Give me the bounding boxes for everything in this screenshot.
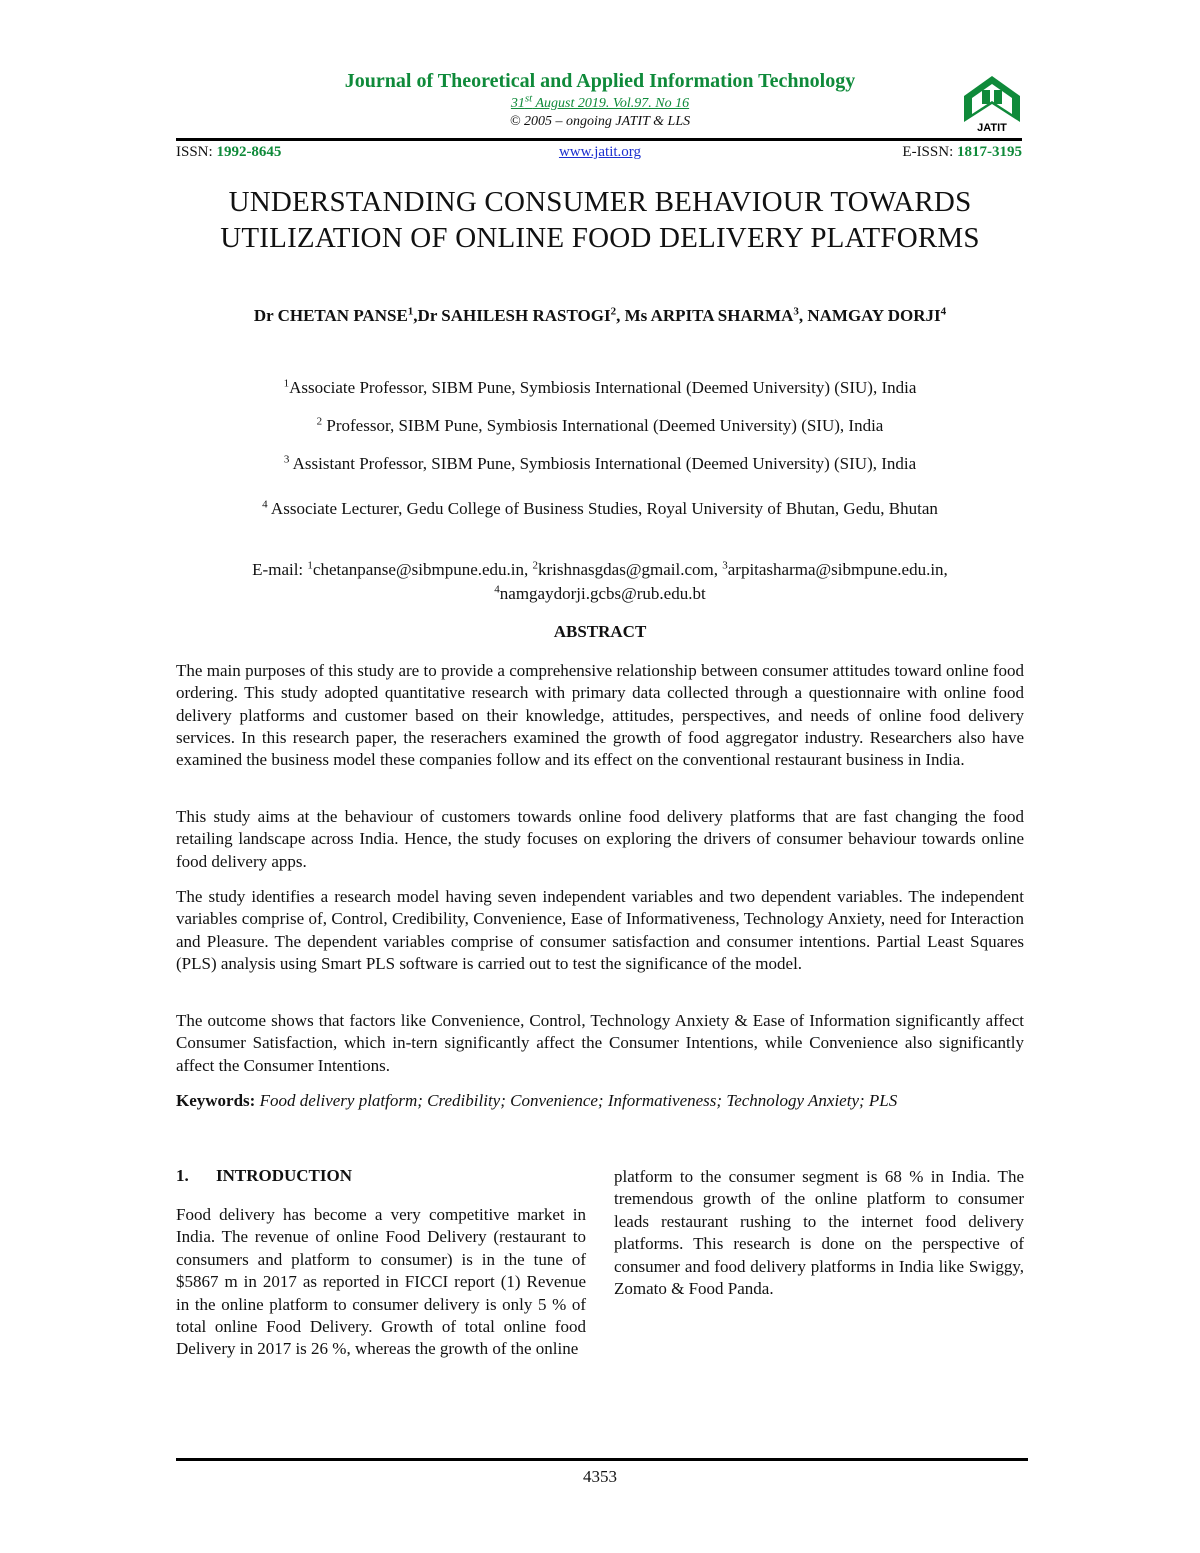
website-link[interactable]: www.jatit.org (558, 144, 642, 160)
email-block (100, 558, 1100, 606)
email-sup: 1 (307, 559, 313, 572)
affiliation-1 (100, 378, 1100, 398)
author-name: NAMGAY DORJI (807, 306, 941, 325)
footer-rule (176, 1458, 1028, 1461)
abstract-paragraph-4: The outcome shows that factors like Convenience, Control, Technology Anxiety & Ease of Information significantly affect Consumer Satisfaction, which in-tern significantly affect the Consumer Intentions, while Convenience also significantly affect the Consumer Intentions. (176, 1011, 1024, 1075)
email-sup: 3 (722, 559, 728, 572)
author-name: Dr CHETAN PANSE (253, 306, 408, 325)
abstract-heading: ABSTRACT (553, 622, 647, 641)
author-name: Dr SAHILESH RASTOGI (417, 306, 611, 325)
email-address[interactable]: arpitasharma@sibmpune.edu.in, (727, 560, 948, 579)
email-address[interactable]: chetanpanse@sibmpune.edu.in, (312, 560, 533, 579)
author-sup: 4 (940, 305, 947, 318)
affiliation-sup: 3 (283, 453, 290, 466)
issue-day-suffix: st (524, 92, 533, 105)
jatit-logo (962, 74, 1022, 134)
author-name: Ms ARPITA SHARMA (624, 306, 794, 325)
issn-value: 1992-8645 (216, 144, 282, 160)
section-title: INTRODUCTION (216, 1166, 353, 1185)
paper-title-line-1: UNDERSTANDING CONSUMER BEHAVIOUR TOWARDS (228, 186, 972, 218)
keywords (176, 1091, 1024, 1111)
logo-text: JATIT (977, 122, 1007, 134)
section-number: 1. (176, 1166, 189, 1185)
affiliation-text: Professor, SIBM Pune, Symbiosis International (Deemed University) (SIU), India (322, 416, 884, 435)
issue-day: 31 (510, 96, 525, 111)
affiliation-sup: 4 (262, 498, 268, 511)
keywords-text: Food delivery platform; Credibility; Convenience; Informativeness; Technology Anxiety; PLS (255, 1091, 898, 1110)
keywords-label: Keywords: (176, 1091, 256, 1110)
email-line-1 (100, 558, 1100, 582)
paper-title (100, 184, 1100, 256)
email-address[interactable]: namgaydorji.gcbs@rub.edu.bt (499, 584, 706, 603)
affiliation-text: Assistant Professor, SIBM Pune, Symbiosis International (Deemed University) (SIU), India (289, 454, 917, 473)
email-label: E-mail: (252, 560, 308, 579)
journal-title: Journal of Theoretical and Applied Information Technology (344, 70, 856, 92)
email-sup: 4 (494, 583, 500, 596)
affiliation-sup: 2 (316, 415, 323, 428)
email-address[interactable]: krishnasgdas@gmail.com, (538, 560, 723, 579)
affiliation-text: Associate Lecturer, Gedu College of Business Studies, Royal University of Bhutan, Gedu, Bhutan (267, 499, 938, 518)
eissn (902, 144, 1022, 161)
abstract-paragraph-2: This study aims at the behaviour of customers towards online food delivery platforms that are fast changing the food retailing landscape across India. Hence, the study focuses on exploring the drivers of consumer behaviour towards online food delivery apps. (176, 807, 1024, 871)
jatit-logo-icon (962, 74, 1022, 134)
affiliation-text: Associate Professor, SIBM Pune, Symbiosis International (Deemed University) (SIU), India (289, 378, 917, 397)
issue-details: August 2019. Vol.97. No 16 (532, 96, 690, 111)
affiliation-sup: 1 (283, 377, 290, 390)
page-number: 4353 (583, 1467, 617, 1486)
eissn-label: E-ISSN: (902, 144, 957, 160)
issn-label: ISSN: (176, 144, 217, 160)
author-sup: 3 (793, 305, 799, 318)
author-list (100, 306, 1100, 326)
abstract-paragraph-3: The study identifies a research model having seven independent variables and two dependent variables. The independent variables comprise of, Control, Credibility, Convenience, Ease of Informativeness, Technology Anxiety, need for Interaction and Pleasure. The dependent variables comprise of consumer satisfaction and consumer intentions. Partial Least Squares (PLS) analysis using Smart PLS software is carried out to test the significance of the model. (176, 887, 1024, 973)
header-rule (176, 138, 1022, 141)
affiliation-2 (100, 416, 1100, 436)
email-line-2 (100, 582, 1100, 606)
author-sup: 1 (407, 305, 414, 318)
abstract-paragraph-1: The main purposes of this study are to provide a comprehensive relationship between consumer attitudes toward online food ordering. This study adopted quantitative research with primary data collected through a questionnaire with online food delivery platforms and customer based on their knowledge, attitudes, perspectives, and needs of online food delivery services. In this research paper, the reserachers examined the growth of food aggregator industry. Researchers also have examined the business model these companies follow and its effect on the conventional restaurant business in India. (176, 661, 1024, 770)
author-separator: , (798, 306, 808, 325)
affiliation-4 (100, 499, 1100, 519)
affiliation-3 (100, 454, 1100, 474)
eissn-value: 1817-3195 (957, 144, 1022, 160)
introduction-left-column: Food delivery has become a very competitive market in India. The revenue of online Food Delivery (restaurant to consumers and platform to consumer) is in the tune of $5867 m in 2017 as reported in FICCI report (1) Revenue in the online platform to consumer delivery is only 5 % of total online Food Delivery. Growth of total online food Delivery in 2017 is 26 %, whereas the growth of the online (176, 1205, 586, 1359)
section-heading-introduction (176, 1166, 352, 1186)
copyright-line: © 2005 – ongoing JATIT & LLS (509, 114, 691, 129)
paper-title-line-2: UTILIZATION OF ONLINE FOOD DELIVERY PLATFORMS (220, 222, 980, 254)
author-separator: , (413, 306, 418, 325)
author-separator: , (616, 306, 625, 325)
author-sup: 2 (610, 305, 617, 318)
introduction-right-column: platform to the consumer segment is 68 % in India. The tremendous growth of the online platform to consumer leads restaurant rushing to the internet food delivery platforms. This research is done on the perspective of consumer and food delivery platforms in India like Swiggy, Zomato & Food Panda. (614, 1167, 1024, 1299)
email-sup: 2 (532, 559, 539, 572)
